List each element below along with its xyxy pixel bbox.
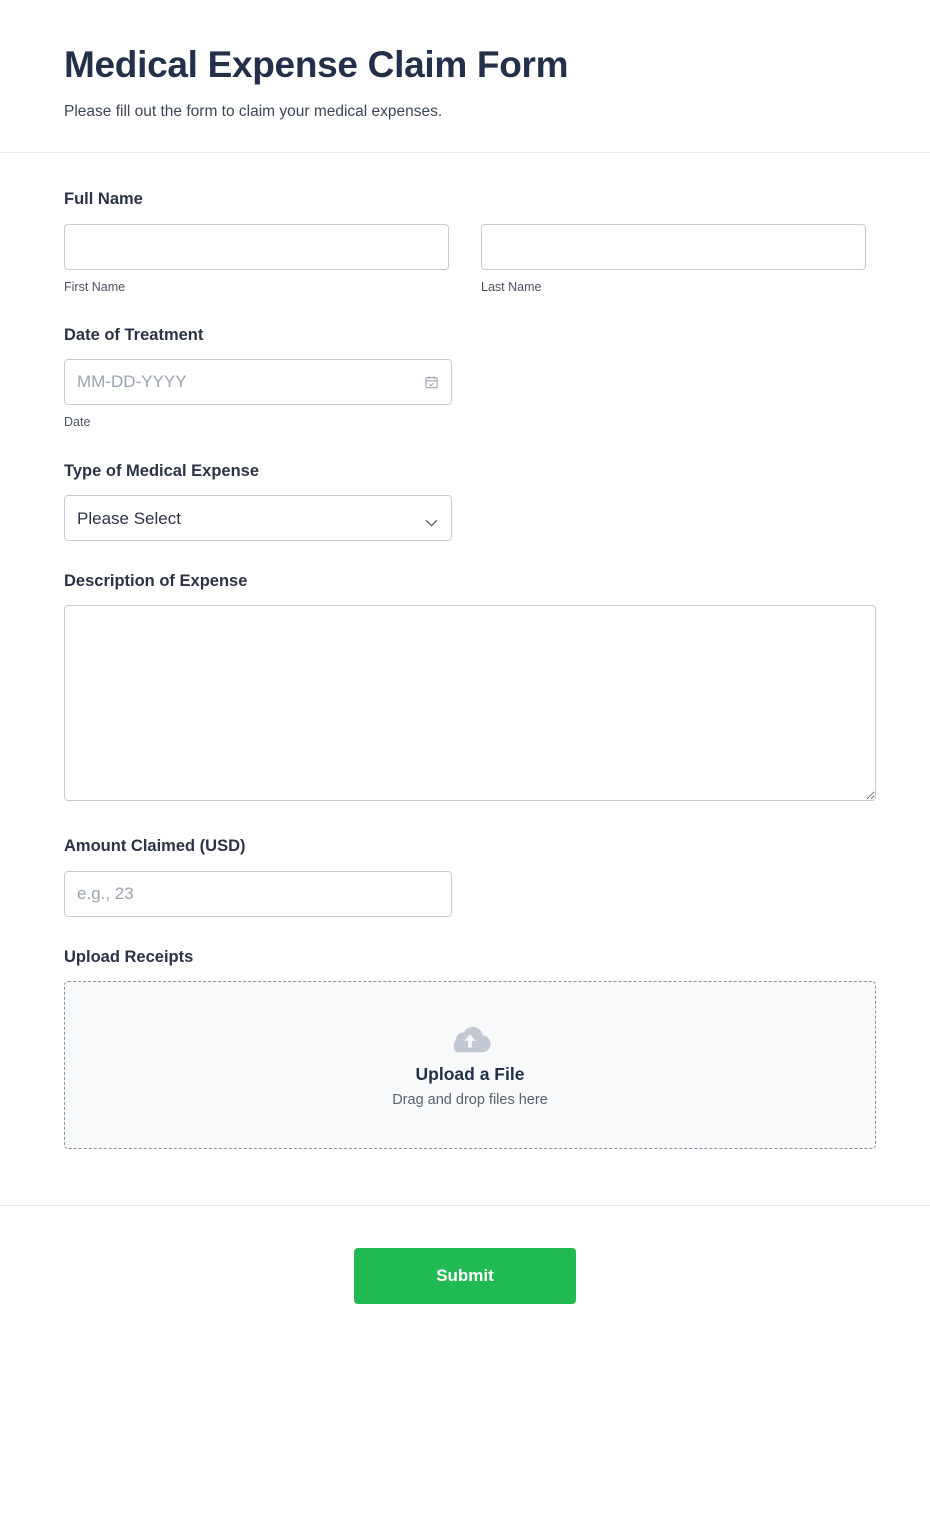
upload-title: Upload a File (415, 1064, 525, 1085)
last-name-input[interactable] (481, 224, 866, 270)
expense-type-select[interactable] (64, 495, 452, 541)
field-expense-type (64, 461, 866, 541)
field-upload-receipts (64, 947, 866, 1149)
full-name-row (64, 224, 866, 295)
full-name-label: Full Name (64, 190, 143, 209)
first-name-input[interactable] (64, 224, 449, 270)
upload-receipts-label: Upload Receipts (64, 947, 194, 966)
date-of-treatment-label: Date of Treatment (64, 325, 204, 344)
upload-cloud-icon (447, 1022, 493, 1056)
form-header (0, 0, 930, 153)
amount-claimed-label: Amount Claimed (USD) (64, 837, 246, 856)
field-description (64, 571, 866, 806)
field-amount-claimed (64, 836, 866, 916)
expense-type-label: Type of Medical Expense (64, 461, 260, 480)
last-name-sublabel: Last Name (481, 279, 542, 294)
file-upload-dropzone[interactable] (64, 981, 876, 1149)
form-body (0, 153, 930, 1205)
date-sublabel: Date (64, 415, 91, 430)
expense-type-wrapper (64, 495, 452, 541)
first-name-column (64, 224, 449, 295)
last-name-column (481, 224, 866, 295)
form-footer (0, 1205, 930, 1356)
amount-claimed-input[interactable] (64, 871, 452, 917)
date-input-wrapper (64, 359, 452, 405)
description-textarea[interactable] (64, 605, 876, 801)
field-full-name (64, 189, 866, 295)
upload-hint: Drag and drop files here (392, 1092, 548, 1109)
description-label: Description of Expense (64, 572, 248, 591)
date-input[interactable] (64, 359, 452, 405)
submit-button[interactable]: Submit (354, 1248, 576, 1304)
field-date-of-treatment (64, 325, 866, 431)
first-name-sublabel: First Name (64, 279, 126, 294)
page-title: Medical Expense Claim Form (64, 44, 569, 85)
form-subtitle: Please fill out the form to claim your medical expenses. (64, 102, 443, 120)
